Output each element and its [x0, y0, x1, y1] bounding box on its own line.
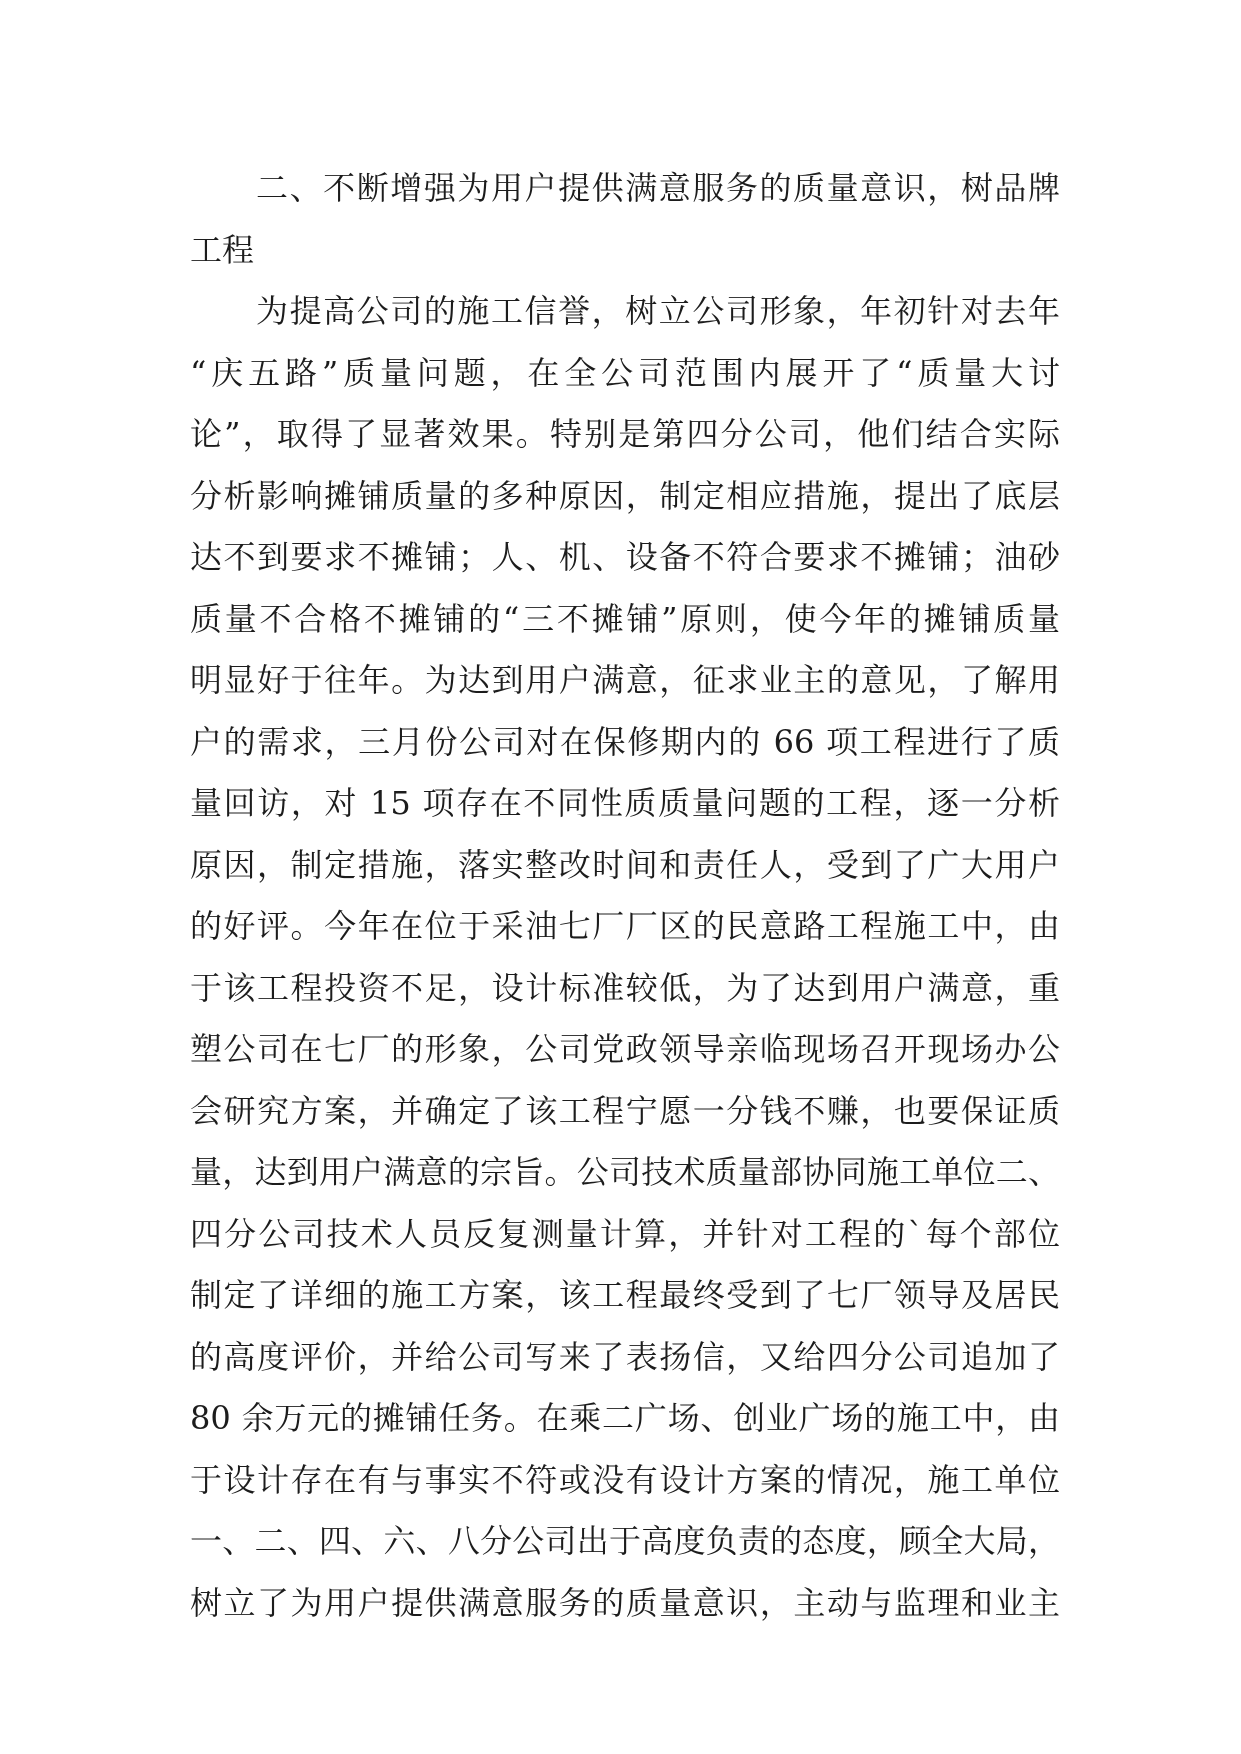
paragraph-line: 量回访，对 15 项存在不同性质质量问题的工程，逐一分析 — [190, 784, 1060, 822]
paragraph-line: 原因，制定措施，落实整改时间和责任人，受到了广大用户 — [190, 845, 1060, 884]
paragraph-line: 户的需求，三月份公司对在保修期内的 66 项工程进行了质 — [190, 722, 1060, 761]
paragraph-line: “庆五路”质量问题，在全公司范围内展开了“质量大讨 — [190, 353, 1060, 392]
paragraph-line: 会研究方案，并确定了该工程宁愿一分钱不赚，也要保证质 — [190, 1091, 1060, 1130]
paragraph-line: 于设计存在有与事实不符或没有设计方案的情况，施工单位 — [190, 1460, 1060, 1499]
document-text — [190, 158, 1060, 1634]
paragraph-line: 塑公司在七厂的形象，公司党政领导亲临现场召开现场办公 — [190, 1030, 1060, 1068]
paragraph-line: 的好评。今年在位于采油七厂厂区的民意路工程施工中，由 — [190, 907, 1060, 945]
section-heading-line-2: 工程 — [190, 230, 255, 269]
paragraph-line: 制定了详细的施工方案，该工程最终受到了七厂领导及居民 — [190, 1276, 1060, 1314]
paragraph-line: 量，达到用户满意的宗旨。公司技术质量部协同施工单位二、 — [190, 1153, 1060, 1191]
paragraph-line: 一、二、四、六、八分公司出于高度负责的态度，顾全大局， — [190, 1522, 1060, 1560]
paragraph-line: 论”，取得了显著效果。特别是第四分公司，他们结合实际 — [190, 415, 1060, 453]
paragraph-line: 树立了为用户提供满意服务的质量意识，主动与监理和业主 — [190, 1583, 1060, 1622]
paragraph-line: 于该工程投资不足，设计标准较低，为了达到用户满意，重 — [190, 968, 1060, 1007]
paragraph-line: 明显好于往年。为达到用户满意，征求业主的意见，了解用 — [190, 661, 1060, 699]
section-heading-line-1: 二、不断增强为用户提供满意服务的质量意识，树品牌 — [256, 169, 1060, 207]
paragraph-line: 达不到要求不摊铺；人、机、设备不符合要求不摊铺；油砂 — [190, 538, 1060, 576]
paragraph-line: 质量不合格不摊铺的“三不摊铺”原则，使今年的摊铺质量 — [190, 599, 1060, 638]
paragraph-line: 80 余万元的摊铺任务。在乘二广场、创业广场的施工中，由 — [190, 1399, 1060, 1437]
paragraph-line: 为提高公司的施工信誉，树立公司形象，年初针对去年 — [256, 292, 1060, 330]
paragraph-line: 四分公司技术人员反复测量计算，并针对工程的`每个部位 — [190, 1214, 1060, 1253]
paragraph-line: 分析影响摊铺质量的多种原因，制定相应措施，提出了底层 — [190, 476, 1060, 515]
paragraph-line: 的高度评价，并给公司写来了表扬信，又给四分公司追加了 — [190, 1337, 1060, 1376]
